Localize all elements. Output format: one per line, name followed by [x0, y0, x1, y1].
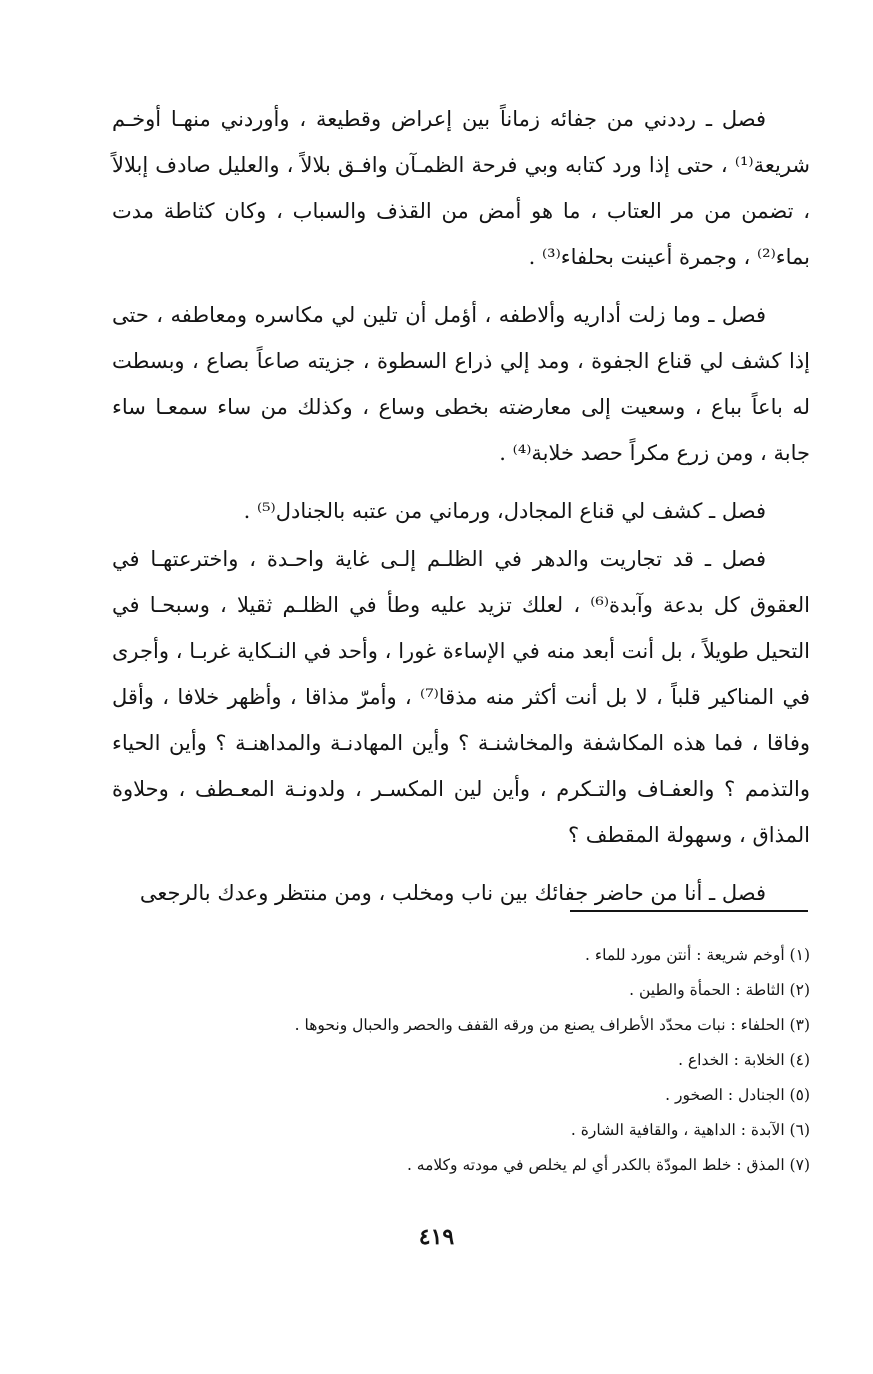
- paragraph-1-text: فصل ـ رددني من جفائه زماناً بين إعراض وقطيعة ، وأوردني منهـا أوخـم شريعة⁽¹⁾ ، حتى إذا ورد كتابه وبي فرحة الظمـآن وافـق بلالاً ، والعليل صادف إبلالاً ، تضمن من مر العتاب ، ما هو أمض من القذف والسباب ، وكان كثاطة مدت بماء⁽²⁾ ، وجمرة أعينت بحلفاء⁽³⁾ .: [112, 107, 810, 269]
- footnote-divider: [570, 910, 808, 912]
- paragraph-4: [112, 536, 810, 858]
- footnote-6: (٦) الآبدة : الداهية ، والقافية الشارة .: [570, 1121, 810, 1139]
- paragraph-5-text: فصل ـ أنا من حاضر جفائك بين ناب ومخلب ، ومن منتظر وعدك بالرجعى: [139, 881, 766, 905]
- main-text: [112, 96, 810, 916]
- footnote-5: (٥) الجنادل : الصخور .: [665, 1086, 810, 1104]
- footnote-7: (٧) المذق : خلط المودّة بالكدر أي لم يخلص في مودته وكلامه .: [406, 1156, 810, 1174]
- paragraph-2: [112, 292, 810, 476]
- footnote-1: (١) أوخم شريعة : أنتن مورد للماء .: [584, 946, 810, 964]
- paragraph-4-text: فصل ـ قد تجاريت والدهر في الظلـم إلـى غاية واحـدة ، واخترعتهـا في العقوق كل بدعة وآبدة⁽⁶⁾ ، لعلك تزيد عليه وطأ في الظلـم ثقيلا ، وسبحـا في التحيل طويلاً ، بل أنت أبعد منه في الإساءة غورا ، وأحد في النـكاية غربـا ، وأجرى في المناكير قلباً ، لا بل أنت أكثر منه مذقا⁽⁷⁾ ، وأمرّ مذاقا ، وأظهر خلافا ، وأقل وفاقا ، فما هذه المكاشفة والمخاشنـة ؟ وأين المهادنـة والمداهنـة ؟ وأين الحياء والتذمم ؟ والعفـاف والتـكرم ، وأين لين المكسـر ، ولدونـة المعـطف ، وحلاوة المذاق ، وسهولة المقطف ؟: [112, 547, 811, 847]
- footnote-4: (٤) الخلابة : الخداع .: [678, 1051, 810, 1069]
- page-number: ٤١٩: [418, 1224, 455, 1250]
- footnote-3: (٣) الحلفاء : نبات محدّد الأطراف يصنع من ورقه القفف والحصر والحبال ونحوها .: [294, 1016, 810, 1034]
- paragraph-3: [112, 488, 810, 534]
- paragraph-2-text: فصل ـ وما زلت أداريه وألاطفه ، أؤمل أن تلين لي مكاسره ومعاطفه ، حتى إذا كشف لي قناع الجفوة ، ومد إلي ذراع السطوة ، جزيته صاعاً بصاع ، وبسطت له باعاً بباع ، وسعيت إلى معارضته بخطى وساع ، وكذلك من ساء سمعـا ساء جابة ، ومن زرع مكراً حصد خلابة⁽⁴⁾ .: [112, 303, 810, 465]
- footnotes: [112, 938, 810, 1183]
- footnote-2: (٢) الثاطة : الحمأة والطين .: [629, 981, 810, 999]
- paragraph-3-text: فصل ـ كشف لي قناع المجادل، ورماني من عتبه بالجنادل⁽⁵⁾ .: [243, 499, 766, 523]
- paragraph-1: [112, 96, 810, 280]
